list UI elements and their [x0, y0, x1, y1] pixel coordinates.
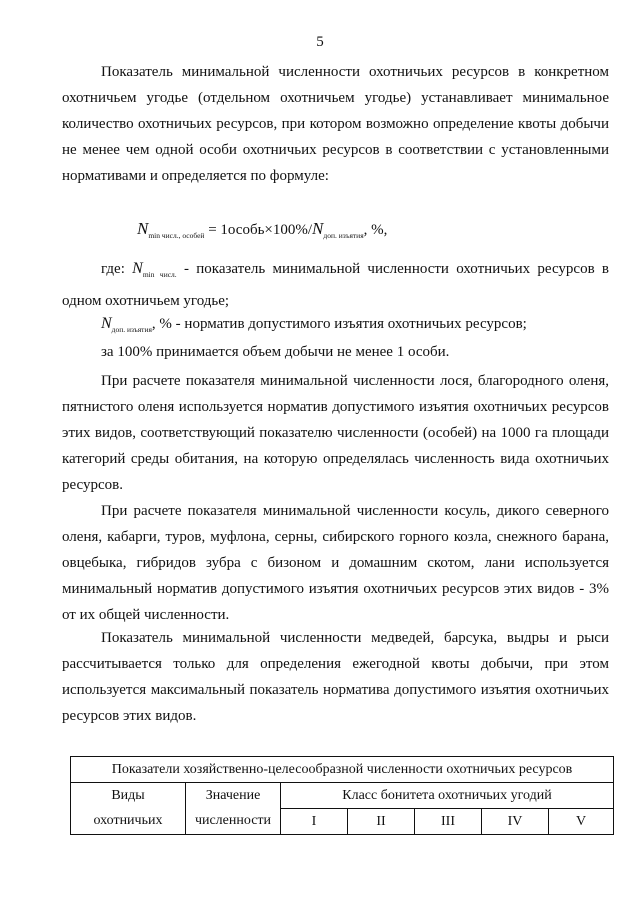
class-4: IV	[482, 809, 549, 835]
header-bonitet-class: Класс бонитета охотничьих угодий	[281, 783, 614, 809]
paragraph-roe-deer-etc: При расчете показателя минимальной численности косуль, дикого северного оленя, кабарги, туров, муфлона, серны, сибирского горного козла, снежного барана, овцебыка, гибридов зубра с бизоном и домашним скотом, лани используется минимальный норматив допустимого изъятия охотничьих ресурсов этих видов - 3% от их общей численности.	[62, 503, 609, 623]
formula-n-symbol: N	[137, 219, 149, 238]
formula-tail: , %,	[363, 222, 388, 238]
paragraph-moose-deer: При расчете показателя минимальной численности лося, благородного оленя, пятнистого оленя используется норматив допустимого изъятия охотничьих ресурсов этих видов, соответствующий показателю численности (особей) на 1000 га площади категорий среды обитания, на которую определялась численность вида охотничьих ресурсов.	[62, 373, 609, 493]
formula	[137, 219, 387, 240]
header-species-cont: охотничьих	[71, 809, 186, 835]
n-dop-definition: , % - норматив допустимого изъятия охотничьих ресурсов;	[151, 316, 527, 332]
page-number: 5	[316, 34, 324, 50]
table-title-row	[71, 757, 614, 783]
n-min-subscript: min числ.	[142, 270, 177, 279]
table-subheader-row	[71, 809, 614, 835]
n-dop-symbol: N	[101, 315, 112, 332]
where-label: где:	[101, 261, 125, 277]
formula-lhs-subscript: min числ., особей	[148, 231, 205, 240]
n-min-symbol: N	[132, 260, 143, 277]
formula-equals: = 1особь×100%/	[208, 222, 313, 238]
paragraph-bears-etc: Показатель минимальной численности медведей, барсука, выдры и рыси рассчитывается только для определения ежегодной квоты добычи, при этом используется максимальный показатель норматива допустимого изъятия охотничьих ресурсов этих видов.	[62, 630, 609, 724]
class-3: III	[415, 809, 482, 835]
bonitet-table	[70, 756, 614, 835]
formula-rhs-subscript: доп. изъятия	[323, 231, 364, 240]
header-species: Виды	[71, 783, 186, 809]
table-title: Показатели хозяйственно-целесообразной численности охотничьих ресурсов	[71, 757, 614, 783]
definition-hundred-percent: за 100% принимается объем добычи не менее 1 особи.	[101, 344, 450, 360]
header-value-cont: численности	[186, 809, 281, 835]
class-1: I	[281, 809, 348, 835]
n-min-definition: - показатель минимальной численности охотничьих ресурсов в одном охотничьем угодье;	[62, 261, 610, 309]
table-header-row	[71, 783, 614, 809]
class-5: V	[549, 809, 614, 835]
n-dop-subscript: доп. изъятия	[111, 325, 152, 334]
definition-n-min	[62, 256, 609, 314]
header-value: Значение	[186, 783, 281, 809]
class-2: II	[348, 809, 415, 835]
formula-n-symbol-rhs: N	[312, 219, 324, 238]
paragraph-min-population: Показатель минимальной численности охотничьих ресурсов в конкретном охотничьем угодье (отдельном охотничьем угодье) устанавливает минимальное количество охотничьих ресурсов, при котором возможно определение квоты добычи не менее чем одной особи охотничьих ресурсов в соответствии с установленными нормативами и определяется по формуле:	[62, 64, 609, 184]
